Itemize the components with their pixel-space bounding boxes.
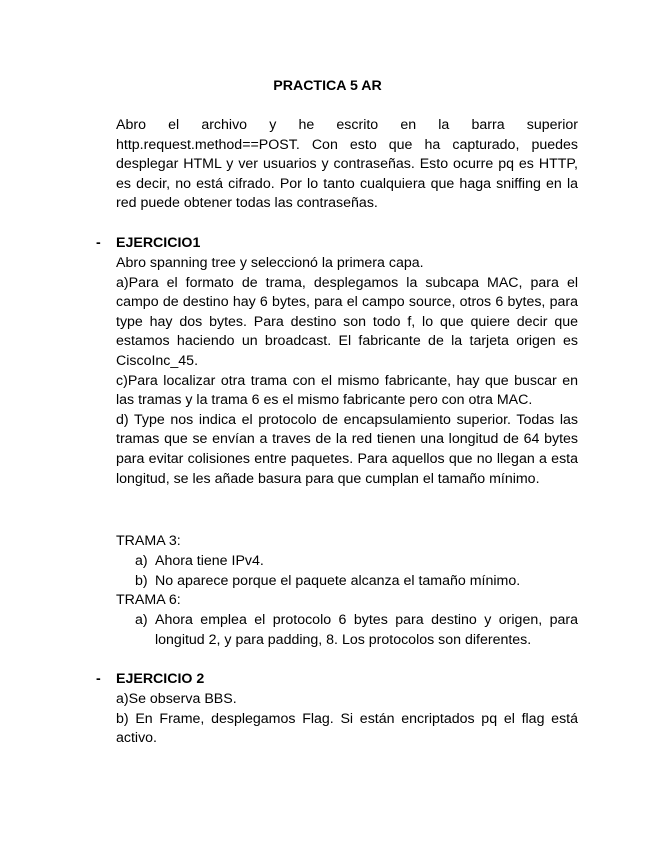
ejercicio2-para-a: a)Se observa BBS.: [116, 691, 237, 707]
trama3-label: TRAMA 3:: [116, 533, 181, 549]
list-item-marker: a): [135, 612, 148, 628]
ejercicio1-bullet: -: [96, 235, 101, 251]
list-item: [135, 611, 578, 650]
ejercicio2-body: [116, 690, 578, 749]
ejercicio1-body: [116, 254, 578, 489]
list-item-text: No aparece porque el paquete alcanza el tamaño mínimo.: [155, 572, 521, 589]
ejercicio2-heading-label: EJERCICIO 2: [116, 671, 205, 687]
ejercicio1-heading-label: EJERCICIO1: [116, 235, 201, 251]
list-item: [135, 552, 578, 572]
page-title: PRACTICA 5 AR: [273, 78, 382, 94]
ejercicio1-line1: Abro spanning tree y seleccionó la primera capa.: [116, 255, 424, 271]
ejercicio2-bullet: -: [96, 671, 101, 687]
ejercicio1-para-a: a)Para el formato de trama, desplegamos la subcapa MAC, para el campo de destino hay 6 bytes, para el campo source, otros 6 bytes, para type hay dos bytes. Para destino son todo f, lo que quiere decir que estamos haciendo un broadcast. El fabricante de la tarjeta origen es CiscoInc_45.: [116, 274, 578, 369]
intro-paragraph: Abro el archivo y he escrito en la barra superior http.request.method==POST. Con esto que ha capturado, puedes desplegar HTML y ver usuarios y contraseñas. Esto ocurre pq es HTTP, es decir, no está cifrado. Por lo tanto cualquiera que haga sniffing en la red puede obtener todas las contraseñas.: [116, 117, 578, 212]
list-item-text: Ahora tiene IPv4.: [155, 553, 264, 569]
ejercicio1-para-d: d) Type nos indica el protocolo de encapsulamiento superior. Todas las tramas que se envían a traves de la red tienen una longitud de 64 bytes para evitar colisiones entre paquetes. Para aquellos que no llegan a esta longitud, se les añade basura para que cumplan el tamaño mínimo.: [116, 411, 578, 487]
ejercicio2-para-b: b) En Frame, desplegamos Flag. Si están encriptados pq el flag está activo.: [116, 710, 578, 747]
trama3-list: [135, 552, 578, 591]
trama6-list: [135, 611, 578, 650]
ejercicio1-para-c: c)Para localizar otra trama con el mismo fabricante, hay que buscar en las tramas y la trama 6 es el mismo fabricante pero con otra MAC.: [116, 372, 578, 409]
trama6-label: TRAMA 6:: [116, 592, 181, 608]
list-item-marker: a): [135, 553, 148, 569]
list-item-marker: b): [135, 572, 148, 589]
list-item-text: Ahora emplea el protocolo 6 bytes para destino y origen, para longitud 2, y para padding, 8. Los protocolos son diferentes.: [155, 612, 578, 648]
list-item: [135, 572, 578, 592]
